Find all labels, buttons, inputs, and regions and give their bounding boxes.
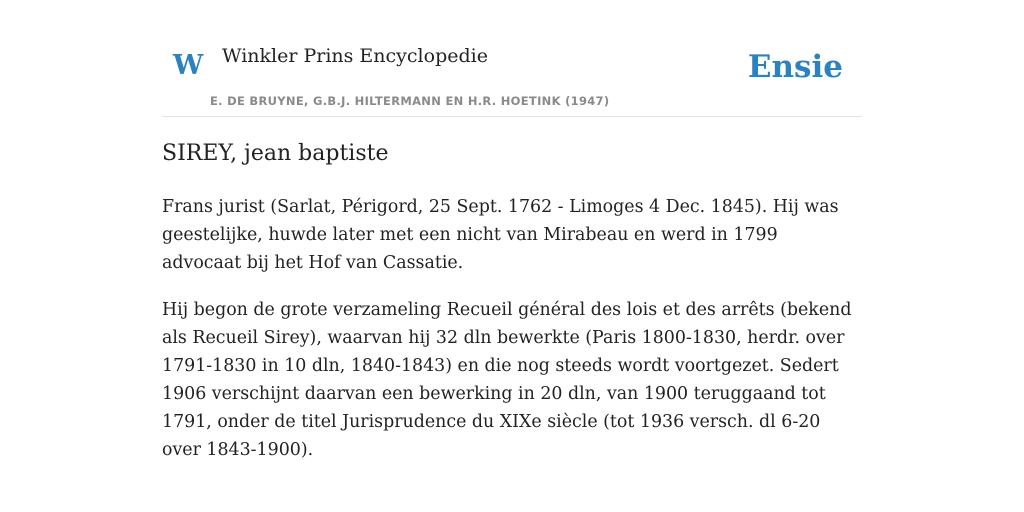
entry-paragraph: Frans jurist (Sarlat, Périgord, 25 Sept. 1762 - Limoges 4 Dec. 1845). Hij was geestelijke, huwde later met een nicht van Mirabeau en werd in 1799 advocaat bij het Hof van Cassatie. <box>162 197 839 273</box>
ensie-logo[interactable]: Ensie <box>747 49 843 85</box>
source-title[interactable]: Winkler Prins Encyclopedie <box>222 45 488 67</box>
entry-title: SIREY, jean baptiste <box>162 141 389 166</box>
source-authors: E. DE BRUYNE, G.B.J. HILTERMANN EN H.R. HOETINK (1947) <box>210 94 610 108</box>
entry-content <box>162 138 862 464</box>
entry-paragraph: Hij begon de grote verzameling Recueil général des lois et des arrêts (bekend als Recueil Sirey), waarvan hij 32 dln bewerkte (Paris 1800-1830, herdr. over 1791-1830 in 10 dln, 1840-1843) en die nog steeds wordt voortgezet. Sedert 1906 verschijnt daarvan een bewerking in 20 dln, van 1900 teruggaand tot 1791, onder de titel Jurisprudence du XIXe siècle (tot 1936 versch. dl 6-20 over 1843-1900). <box>162 300 852 460</box>
source-header <box>162 0 862 117</box>
winkler-prins-logo-icon: W <box>173 50 204 81</box>
